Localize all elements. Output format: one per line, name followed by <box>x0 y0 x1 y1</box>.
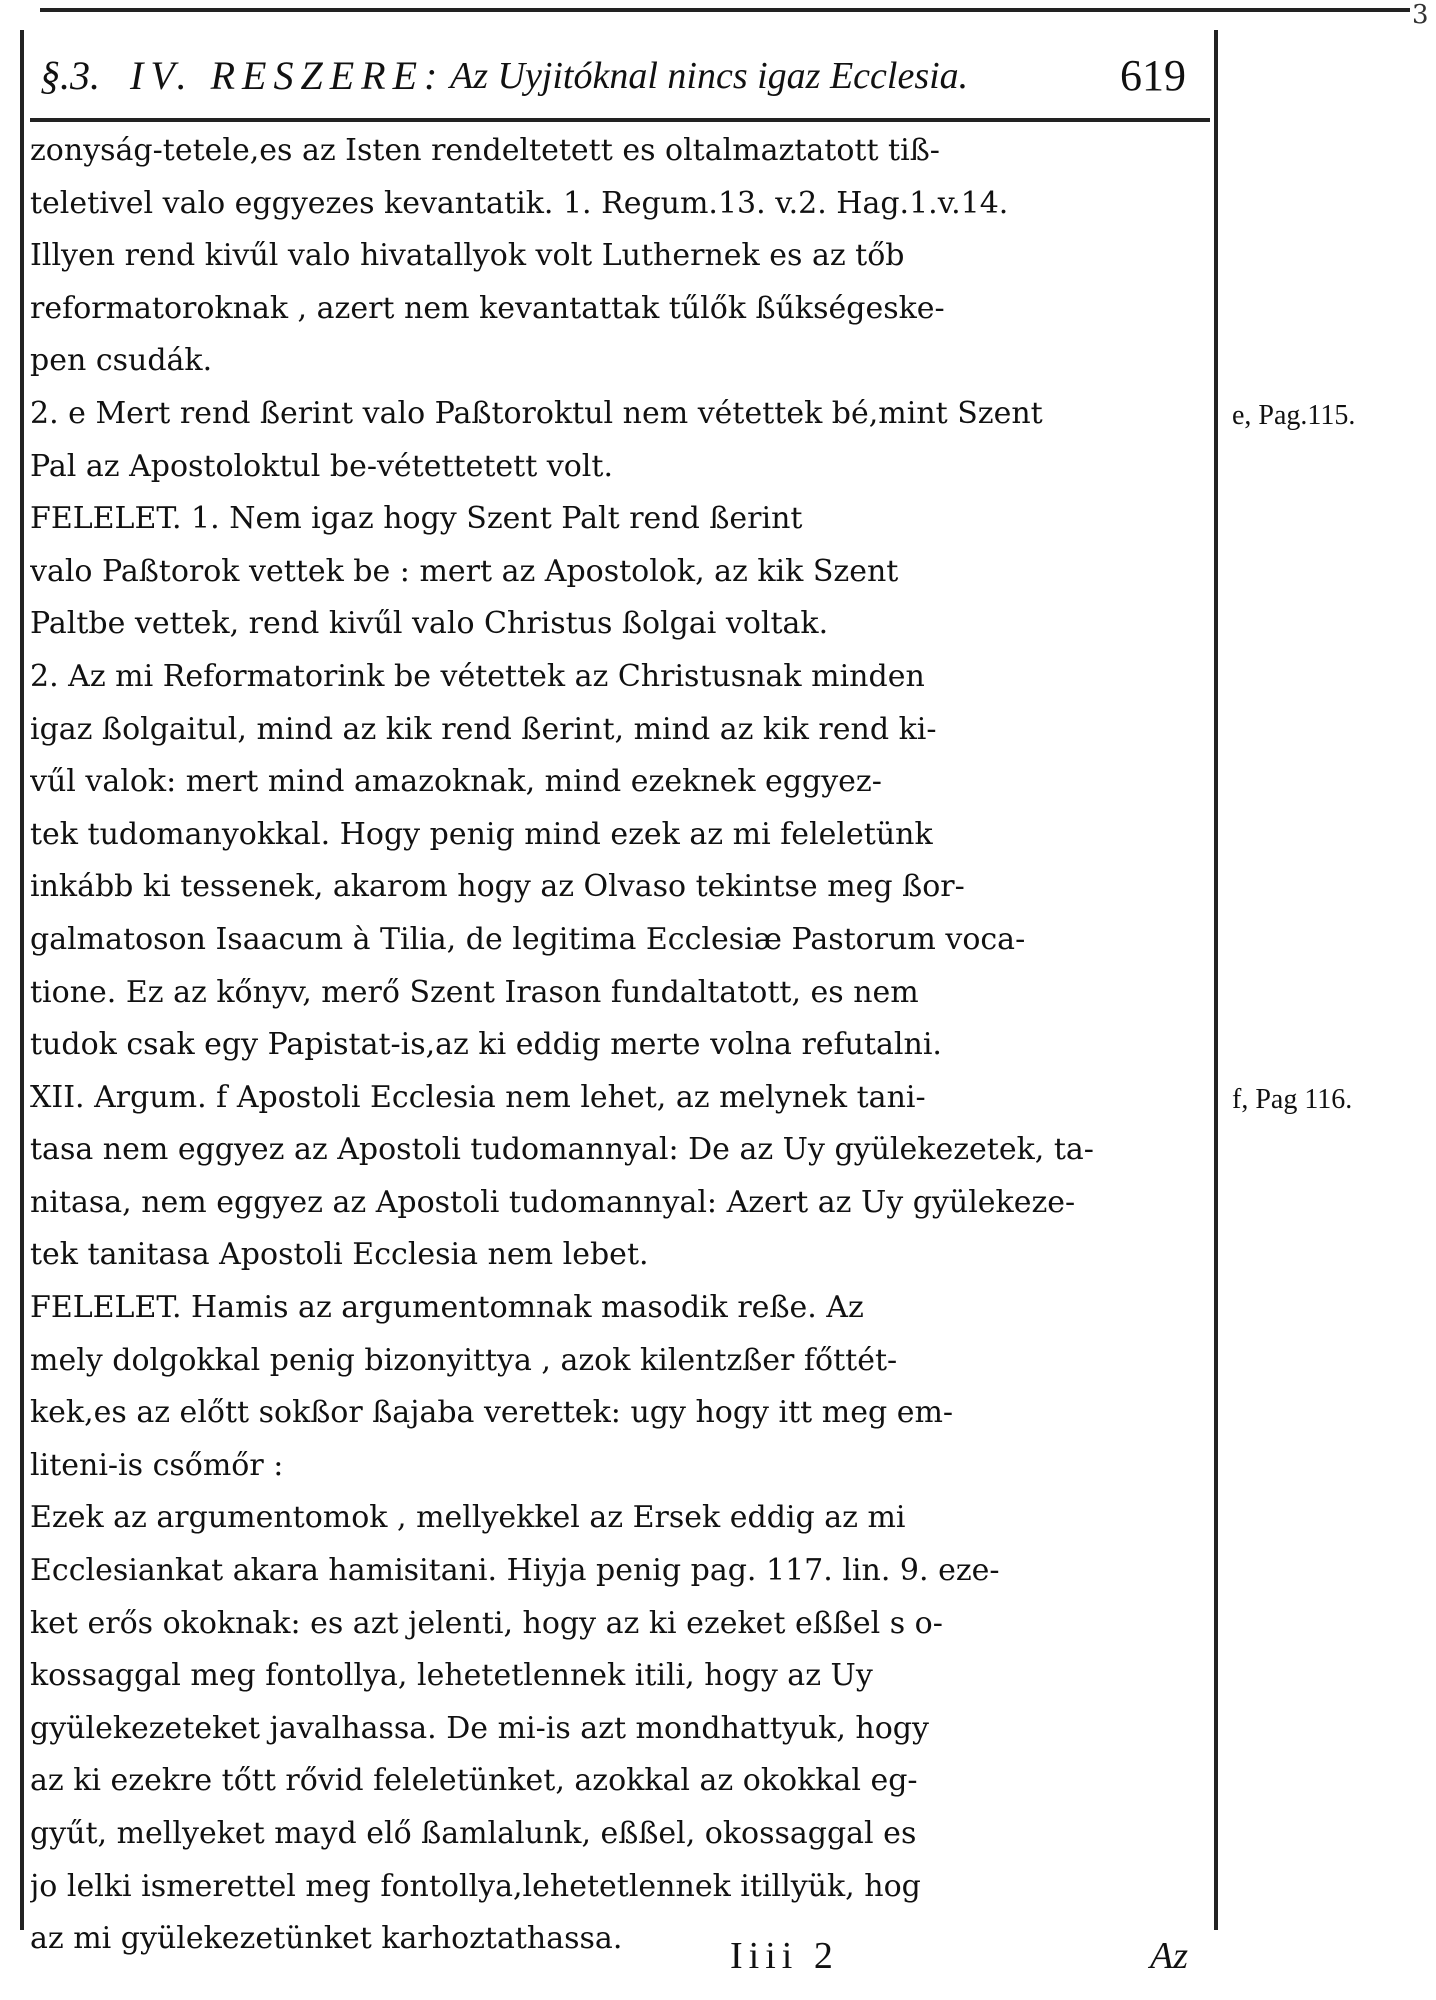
text-line: XII. Argum. f Apostoli Ecclesia nem lehet, az melynek tani- <box>30 1079 926 1115</box>
part-label: IV. RESZERE: <box>130 53 445 98</box>
text-line: vűl valok: mert mind amazoknak, mind ezeknek eggyez- <box>30 764 882 800</box>
text-line: Pal az Apostoloktul be-vétettetett volt. <box>30 448 613 484</box>
signature-mark: Iiii 2 <box>730 1935 839 1977</box>
text-line: az ki ezekre tőtt rővid feleletünket, azokkal az okokkal eg- <box>30 1763 918 1799</box>
text-line: pen csudák. <box>30 343 213 379</box>
text-line: 2. e Mert rend ßerint valo Paßtoroktul nem vétettek bé,mint Szent <box>30 395 1043 431</box>
text-line: tudok csak egy Papistat-is,az ki eddig merte volna refutalni. <box>30 1027 942 1063</box>
margin-note: e, Pag.115. <box>1232 400 1356 431</box>
running-header <box>30 38 1210 122</box>
text-line: kek,es az előtt sokßor ßajaba verettek: ugy hogy itt meg em- <box>30 1395 954 1431</box>
text-line: az mi gyülekezetünket karhoztathassa. <box>30 1921 623 1957</box>
text-line: reformatoroknak , azert nem kevantattak tűlők ßűkségeske- <box>30 290 945 326</box>
corner-mark: 3 <box>1412 0 1429 30</box>
text-line: gyűt, mellyeket mayd elő ßamlalunk, eßßel, okossaggal es <box>30 1816 917 1851</box>
catchword: Az <box>1150 1935 1188 1977</box>
text-line: tek tudomanyokkal. Hogy penig mind ezek az mi feleletünk <box>30 816 933 852</box>
text-line: FELELET. Hamis az argumentomnak masodik reße. Az <box>30 1290 864 1326</box>
text-line: igaz ßolgaitul, mind az kik rend ßerint, mind az kik rend ki- <box>30 711 937 747</box>
text-line: ket erős okoknak: es azt jelenti, hogy az ki ezeket eßßel s o- <box>30 1605 943 1641</box>
text-line: 2. Az mi Reformatorink be vétettek az Christusnak minden <box>30 658 925 694</box>
text-line: gyülekezeteket javalhassa. De mi-is azt mondhattyuk, hogy <box>30 1710 929 1746</box>
header-title: Az Uyjitóknal nincs igaz Ecclesia. <box>450 55 969 97</box>
text-line: Ecclesiankat akara hamisitani. Hiyja penig pag. 117. lin. 9. eze- <box>30 1553 1000 1589</box>
text-line: kossaggal meg fontollya, lehetetlennek itili, hogy az Uy <box>30 1658 873 1694</box>
text-line: liteni-is csőmőr : <box>30 1447 284 1483</box>
text-line: tek tanitasa Apostoli Ecclesia nem lebet. <box>30 1237 649 1273</box>
text-line: FELELET. 1. Nem igaz hogy Szent Palt rend ßerint <box>30 501 803 537</box>
text-line: tasa nem eggyez az Apostoli tudomannyal: De az Uy gyülekezetek, ta- <box>30 1132 1094 1168</box>
text-line: jo lelki ismerettel meg fontollya,lehetetlennek itillyük, hog <box>30 1868 921 1904</box>
text-line: inkább ki tessenek, akarom hogy az Olvaso tekintse meg ßor- <box>30 869 965 905</box>
text-line: nitasa, nem eggyez az Apostoli tudomannyal: Azert az Uy gyülekeze- <box>30 1184 1076 1220</box>
text-line: galmatoson Isaacum à Tilia, de legitima Ecclesiæ Pastorum voca- <box>30 921 1026 957</box>
page-number: 619 <box>1120 51 1186 100</box>
text-line: zonyság-tetele,es az Isten rendeltetett es oltalmaztatott tiß- <box>30 133 940 168</box>
main-text <box>30 125 1210 1966</box>
section-mark: §.3. <box>40 53 100 98</box>
page-footer <box>30 1930 1210 1990</box>
text-line: tione. Ez az kőnyv, merő Szent Irason fundaltatott, es nem <box>30 974 919 1010</box>
top-rule <box>40 8 1410 12</box>
text-line: Illyen rend kivűl valo hivatallyok volt Luthernek es az tőb <box>30 238 905 274</box>
text-line: teletivel valo eggyezes kevantatik. 1. Regum.13. v.2. Hag.1.v.14. <box>30 185 1009 221</box>
text-line: valo Paßtorok vettek be : mert az Apostolok, az kik Szent <box>30 553 899 589</box>
text-line: Ezek az argumentomok , mellyekkel az Ersek eddig az mi <box>30 1500 906 1536</box>
text-line: Paltbe vettek, rend kivűl valo Christus ßolgai voltak. <box>30 606 829 642</box>
margin-note: f, Pag 116. <box>1232 1083 1353 1115</box>
text-line: mely dolgokkal penig bizonyittya , azok kilentzßer főttét- <box>30 1342 898 1378</box>
